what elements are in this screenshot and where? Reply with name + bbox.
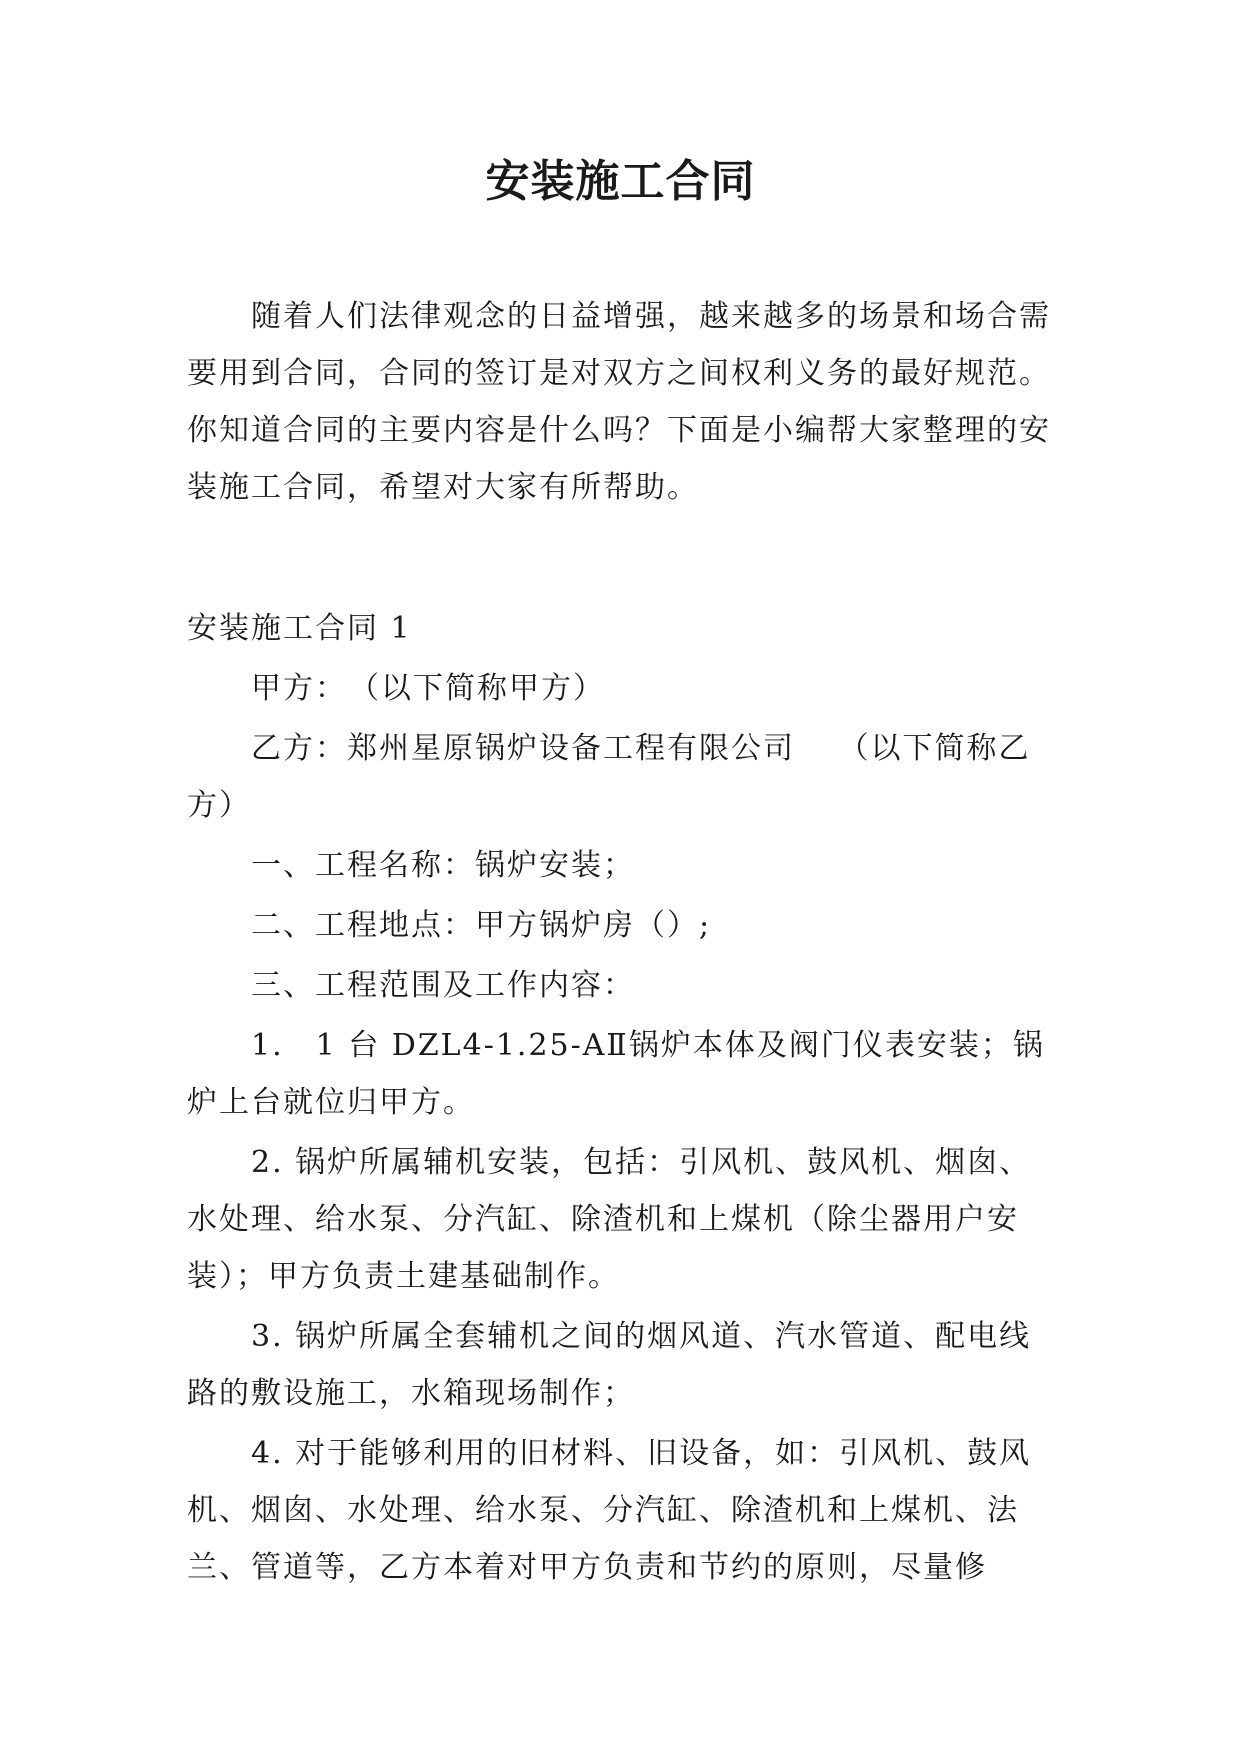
document-title: 安装施工合同 (485, 156, 756, 207)
intro-paragraph: 随着人们法律观念的日益增强，越来越多的场景和场合需要用到合同，合同的签订是对双方之间权利义务的最好规范。你知道合同的主要内容是什么吗？下面是小编帮大家整理的安装施工合同，希望对大家有所帮助。 (187, 299, 1051, 505)
document-body (187, 288, 1055, 1596)
scope-item-3: 3. 锅炉所属全套辅机之间的烟风道、汽水管道、配电线路的敷设施工，水箱现场制作； (187, 1319, 1032, 1411)
scope-item-4: 4. 对于能够利用的旧材料、旧设备，如：引风机、鼓风机、烟囱、水处理、给水泵、分汽缸、除渣机和上煤机、法兰、管道等，乙方本着对甲方负责和节约的原则，尽量修 (187, 1436, 1032, 1585)
party-a-line: 甲方： （以下简称甲方） (251, 671, 605, 706)
scope-item-2: 2. 锅炉所属辅机安装，包括：引风机、鼓风机、烟囱、水处理、给水泵、分汽缸、除渣机和上煤机（除尘器用户安装）；甲方负责土建基础制作。 (187, 1145, 1032, 1294)
section-heading: 安装施工合同 1 (187, 611, 412, 646)
project-scope-clause: 三、工程范围及工作内容： (251, 968, 635, 1003)
scope-item-1: 1. 1 台 DZL4-1.25-AⅡ锅炉本体及阀门仪表安装；锅炉上台就位归甲方。 (187, 1028, 1045, 1120)
project-name-clause: 一、工程名称：锅炉安装； (251, 848, 635, 883)
project-location-clause: 二、工程地点：甲方锅炉房（）; (251, 908, 712, 943)
party-b-line: 乙方：郑州星原锅炉设备工程有限公司 （以下简称乙方） (187, 731, 1031, 823)
